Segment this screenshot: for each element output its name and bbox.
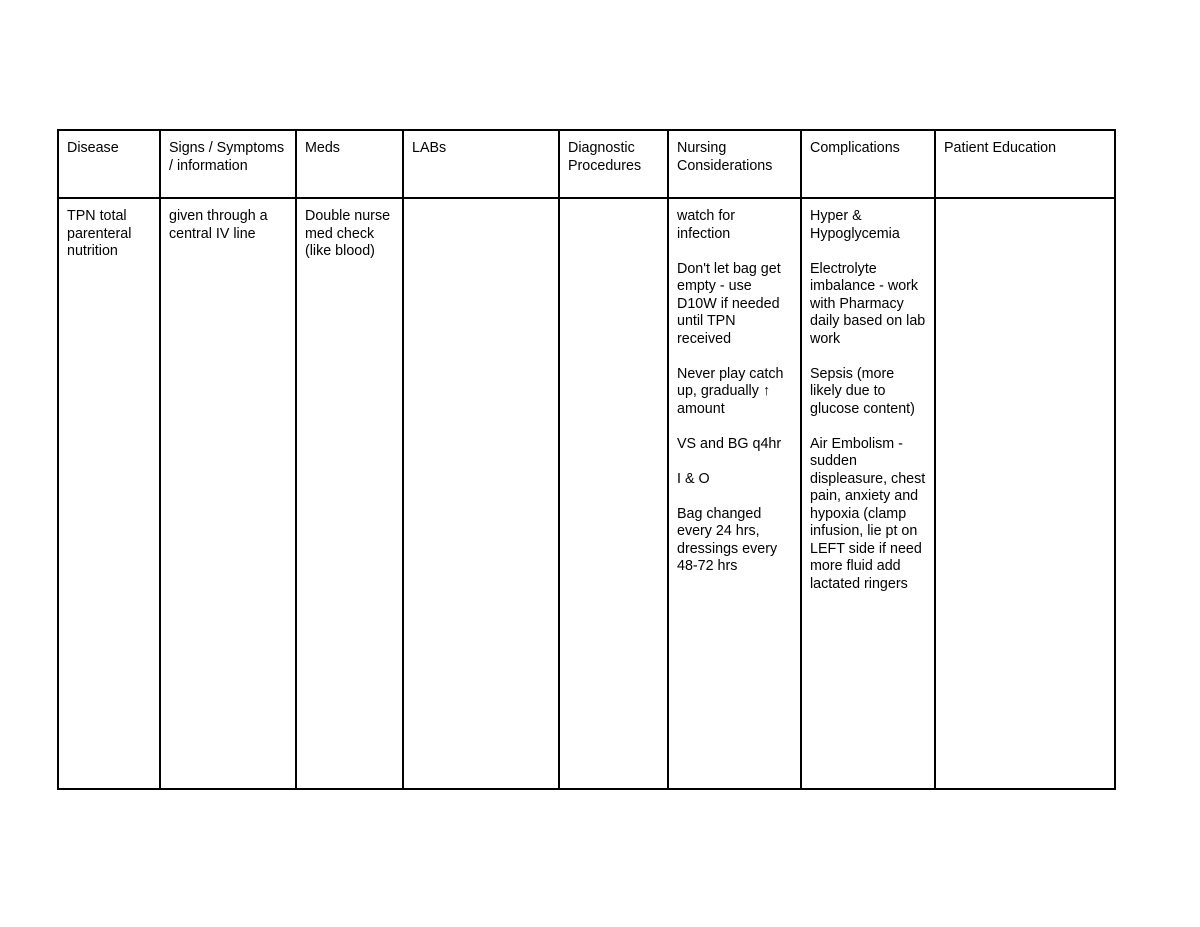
header-row xyxy=(58,130,1115,198)
cell-diagnostic-procedures xyxy=(559,198,668,789)
nursing-item: VS and BG q4hr xyxy=(677,435,782,452)
cell-disease: TPN total parenteral nutrition xyxy=(58,198,160,789)
complication-item: Sepsis (more likely due to glucose content) xyxy=(810,365,915,417)
disease-care-table xyxy=(57,129,1116,790)
nursing-item: watch for infection xyxy=(677,208,736,242)
cell-meds: Double nurse med check (like blood) xyxy=(296,198,403,789)
table-row xyxy=(58,198,1115,789)
complication-item: Electrolyte imbalance - work with Pharmacy daily based on lab work xyxy=(810,260,926,347)
complication-item: Air Embolism - sudden displeasure, chest pain, anxiety and hypoxia (clamp infusion, lie pt on LEFT side if need more fluid add lactated ringers xyxy=(810,435,926,592)
header-labs: LABs xyxy=(403,130,559,198)
nursing-item: Never play catch up, gradually ↑ amount xyxy=(677,365,784,417)
header-diagnostic-procedures: Diagnostic Procedures xyxy=(559,130,668,198)
cell-nursing-considerations xyxy=(668,198,801,789)
header-nursing-considerations: Nursing Considerations xyxy=(668,130,801,198)
header-signs-symptoms: Signs / Symptoms / information xyxy=(160,130,296,198)
nursing-item: Don't let bag get empty - use D10W if needed until TPN received xyxy=(677,260,781,347)
cell-signs-symptoms: given through a central IV line xyxy=(160,198,296,789)
cell-complications xyxy=(801,198,935,789)
nursing-item: Bag changed every 24 hrs, dressings every 48-72 hrs xyxy=(677,505,778,574)
header-patient-education: Patient Education xyxy=(935,130,1115,198)
nursing-item: I & O xyxy=(677,470,710,487)
header-meds: Meds xyxy=(296,130,403,198)
cell-labs xyxy=(403,198,559,789)
cell-patient-education xyxy=(935,198,1115,789)
header-complications: Complications xyxy=(801,130,935,198)
header-disease: Disease xyxy=(58,130,160,198)
complication-item: Hyper & Hypoglycemia xyxy=(810,208,900,242)
